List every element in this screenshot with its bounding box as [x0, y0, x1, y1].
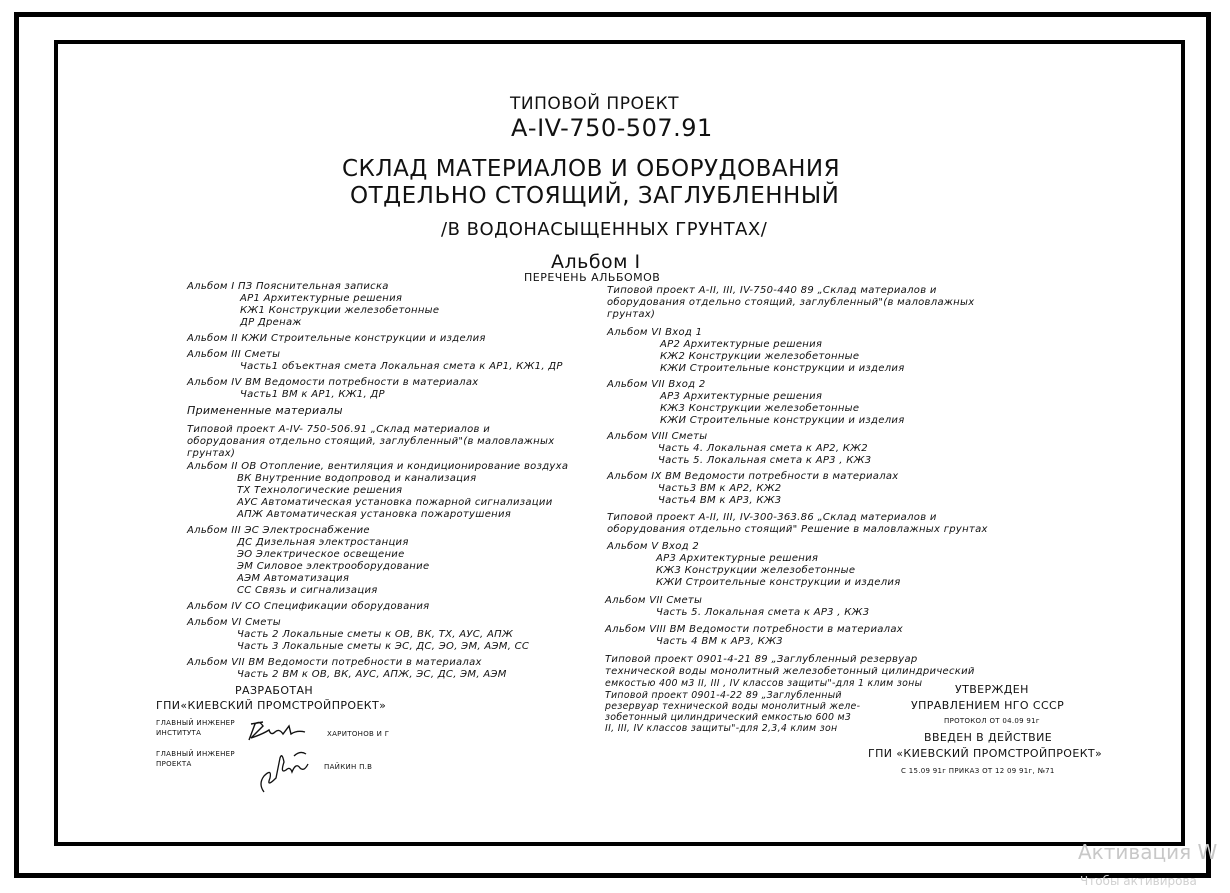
chief-engineer-project-label: ГЛАВНЫЙ ИНЖЕНЕР	[156, 750, 235, 758]
activation-watermark-hint: Чтобы активирова	[1080, 874, 1197, 888]
list-item: Альбом IX ВМ Ведомости потребности в материалах	[607, 471, 899, 482]
list-item: Альбом V Вход 2	[607, 541, 700, 552]
list-item: Часть 2 ВМ к ОВ, ВК, АУС, АПЖ, ЭС, ДС, ЭМ, АЭМ	[237, 669, 507, 680]
list-item: СС Связь и сигнализация	[237, 585, 378, 596]
list-item: грунтах)	[187, 448, 236, 459]
list-item: ЭО Электрическое освещение	[237, 549, 405, 560]
list-item: КЖ3 Конструкции железобетонные	[660, 403, 860, 414]
protocol: ПРОТОКОЛ ОТ 04.09 91г	[944, 717, 1040, 725]
list-item: АР1 Архитектурные решения	[240, 293, 403, 304]
activation-watermark: Активация W	[1078, 840, 1218, 864]
list-item: Альбом III Сметы	[187, 349, 281, 360]
list-item: ДР Дренаж	[240, 317, 302, 328]
chief-engineer-project-name: ПАЙКИН П.В	[324, 763, 373, 771]
list-item: Часть 4. Локальная смета к АР2, КЖ2	[658, 443, 868, 454]
list-item: Часть3 ВМ к АР2, КЖ2	[658, 483, 782, 494]
list-item: емкостью 400 м3 II, III , IV классов защиты"-для 1 клим зоны	[605, 678, 923, 689]
developer-org: ГПИ«КИЕВСКИЙ ПРОМСТРОЙПРОЕКТ»	[156, 699, 387, 712]
list-item: Часть 4 ВМ к АР3, КЖ3	[656, 636, 783, 647]
list-item: оборудования отдельно стоящий, заглубленный"(в маловлажных	[607, 297, 975, 308]
list-item: ДС Дизельная электростанция	[237, 537, 409, 548]
section-heading: Примененные материалы	[187, 404, 343, 417]
list-item: ЭМ Силовое электрооборудование	[237, 561, 430, 572]
list-item: Альбом IV СО Спецификации оборудования	[187, 601, 430, 612]
title-line-1: СКЛАД МАТЕРИАЛОВ И ОБОРУДОВАНИЯ	[342, 156, 841, 182]
list-item: Часть1 ВМ к АР1, КЖ1, ДР	[240, 389, 385, 400]
subtitle: /В ВОДОНАСЫЩЕННЫХ ГРУНТАХ/	[441, 219, 768, 240]
list-item: Часть 3 Локальные сметы к ЭС, ДС, ЭО, ЭМ, АЭМ, СС	[237, 641, 530, 652]
list-item: Альбом VIII Сметы	[607, 431, 708, 442]
list-item: АУС Автоматическая установка пожарной сигнализации	[237, 497, 553, 508]
list-item: АПЖ Автоматическая установка пожаротушения	[237, 509, 512, 520]
approved-by: УПРАВЛЕНИЕМ НГО СССР	[911, 699, 1065, 712]
list-item: Альбом II КЖИ Строительные конструкции и изделия	[187, 333, 486, 344]
list-item: грунтах)	[607, 309, 656, 320]
list-item: Альбом VIII ВМ Ведомости потребности в материалах	[605, 624, 904, 635]
list-item: Альбом VI Сметы	[187, 617, 282, 628]
list-item: оборудования отдельно стоящий" Решение в маловлажных грунтах	[607, 524, 988, 535]
list-item: ТХ Технологические решения	[237, 485, 403, 496]
enacted-by: ГПИ «КИЕВСКИЙ ПРОМСТРОЙПРОЕКТ»	[868, 747, 1103, 760]
list-item: Альбом II ОВ Отопление, вентиляция и кондиционирование воздуха	[187, 461, 569, 472]
list-item: технической воды монолитный железобетонный цилиндрический	[605, 666, 975, 677]
list-item: Типовой проект 0901-4-21 89 „Заглубленный резервуар	[605, 654, 918, 665]
list-item: Типовой проект А-IV- 750-506.91 „Склад материалов и	[187, 424, 490, 435]
list-item: Часть1 объектная смета Локальная смета к АР1, КЖ1, ДР	[240, 361, 563, 372]
list-item: КЖИ Строительные конструкции и изделия	[660, 363, 905, 374]
list-item: Альбом I ПЗ Пояснительная записка	[187, 281, 389, 292]
approved-label: УТВЕРЖДЕН	[955, 683, 1029, 696]
order: С 15.09 91г ПРИКАЗ ОТ 12 09 91г, №71	[901, 767, 1055, 775]
list-item: КЖИ Строительные конструкции и изделия	[660, 415, 905, 426]
list-item: Альбом III ЭС Электроснабжение	[187, 525, 370, 536]
list-item: АР3 Архитектурные решения	[656, 553, 819, 564]
list-item: Альбом VI Вход 1	[607, 327, 703, 338]
developed-label: РАЗРАБОТАН	[235, 684, 314, 697]
enacted-label: ВВЕДЕН В ДЕЙСТВИЕ	[924, 731, 1053, 744]
chief-engineer-institute-name: ХАРИТОНОВ И Г	[327, 730, 390, 738]
list-item: Альбом VII ВМ Ведомости потребности в материалах	[187, 657, 482, 668]
signature-paikin	[250, 748, 320, 798]
list-item: Альбом VII Вход 2	[607, 379, 706, 390]
list-item: Часть 5. Локальная смета к АР3 , КЖ3	[658, 455, 872, 466]
title-line-2: ОТДЕЛЬНО СТОЯЩИЙ, ЗАГЛУБЛЕННЫЙ	[350, 183, 840, 209]
list-item: зобетонный цилиндрический емкостью 600 м3	[605, 712, 852, 723]
list-title: ПЕРЕЧЕНЬ АЛЬБОМОВ	[524, 271, 661, 284]
list-item: Альбом VII Сметы	[605, 595, 703, 606]
list-item: Часть 5. Локальная смета к АР3 , КЖ3	[656, 607, 870, 618]
list-item: резервуар технической воды монолитный желе-	[605, 701, 861, 712]
list-item: КЖИ Строительные конструкции и изделия	[656, 577, 901, 588]
list-item: АР3 Архитектурные решения	[660, 391, 823, 402]
list-item: Типовой проект 0901-4-22 89 „Заглубленный	[605, 690, 842, 701]
chief-engineer-institute-label-2: ИНСТИТУТА	[156, 729, 202, 737]
chief-engineer-project-label-2: ПРОЕКТА	[156, 760, 192, 768]
list-item: ВК Внутренние водопровод и канализация	[237, 473, 477, 484]
list-item: АЭМ Автоматизация	[237, 573, 350, 584]
list-item: КЖ2 Конструкции железобетонные	[660, 351, 860, 362]
album-title: Альбом I	[551, 251, 641, 273]
project-code: А-IV-750-507.91	[511, 114, 713, 142]
list-item: КЖ1 Конструкции железобетонные	[240, 305, 440, 316]
signature-kharitonov	[243, 718, 313, 746]
list-item: АР2 Архитектурные решения	[660, 339, 823, 350]
list-item: Типовой проект А-II, III, IV-300-363.86 „Склад материалов и	[607, 512, 937, 523]
list-item: II, III, IV классов защиты"-для 2,3,4 клим зон	[605, 723, 838, 734]
list-item: оборудования отдельно стоящий, заглубленный"(в маловлажных	[187, 436, 555, 447]
list-item: Альбом IV ВМ Ведомости потребности в материалах	[187, 377, 479, 388]
chief-engineer-institute-label: ГЛАВНЫЙ ИНЖЕНЕР	[156, 719, 235, 727]
type-label: ТИПОВОЙ ПРОЕКТ	[510, 94, 680, 114]
list-item: Часть 2 Локальные сметы к ОВ, ВК, ТХ, АУС, АПЖ	[237, 629, 514, 640]
list-item: Типовой проект А-II, III, IV-750-440 89 „Склад материалов и	[607, 285, 937, 296]
list-item: КЖ3 Конструкции железобетонные	[656, 565, 856, 576]
list-item: Часть4 ВМ к АР3, КЖ3	[658, 495, 782, 506]
